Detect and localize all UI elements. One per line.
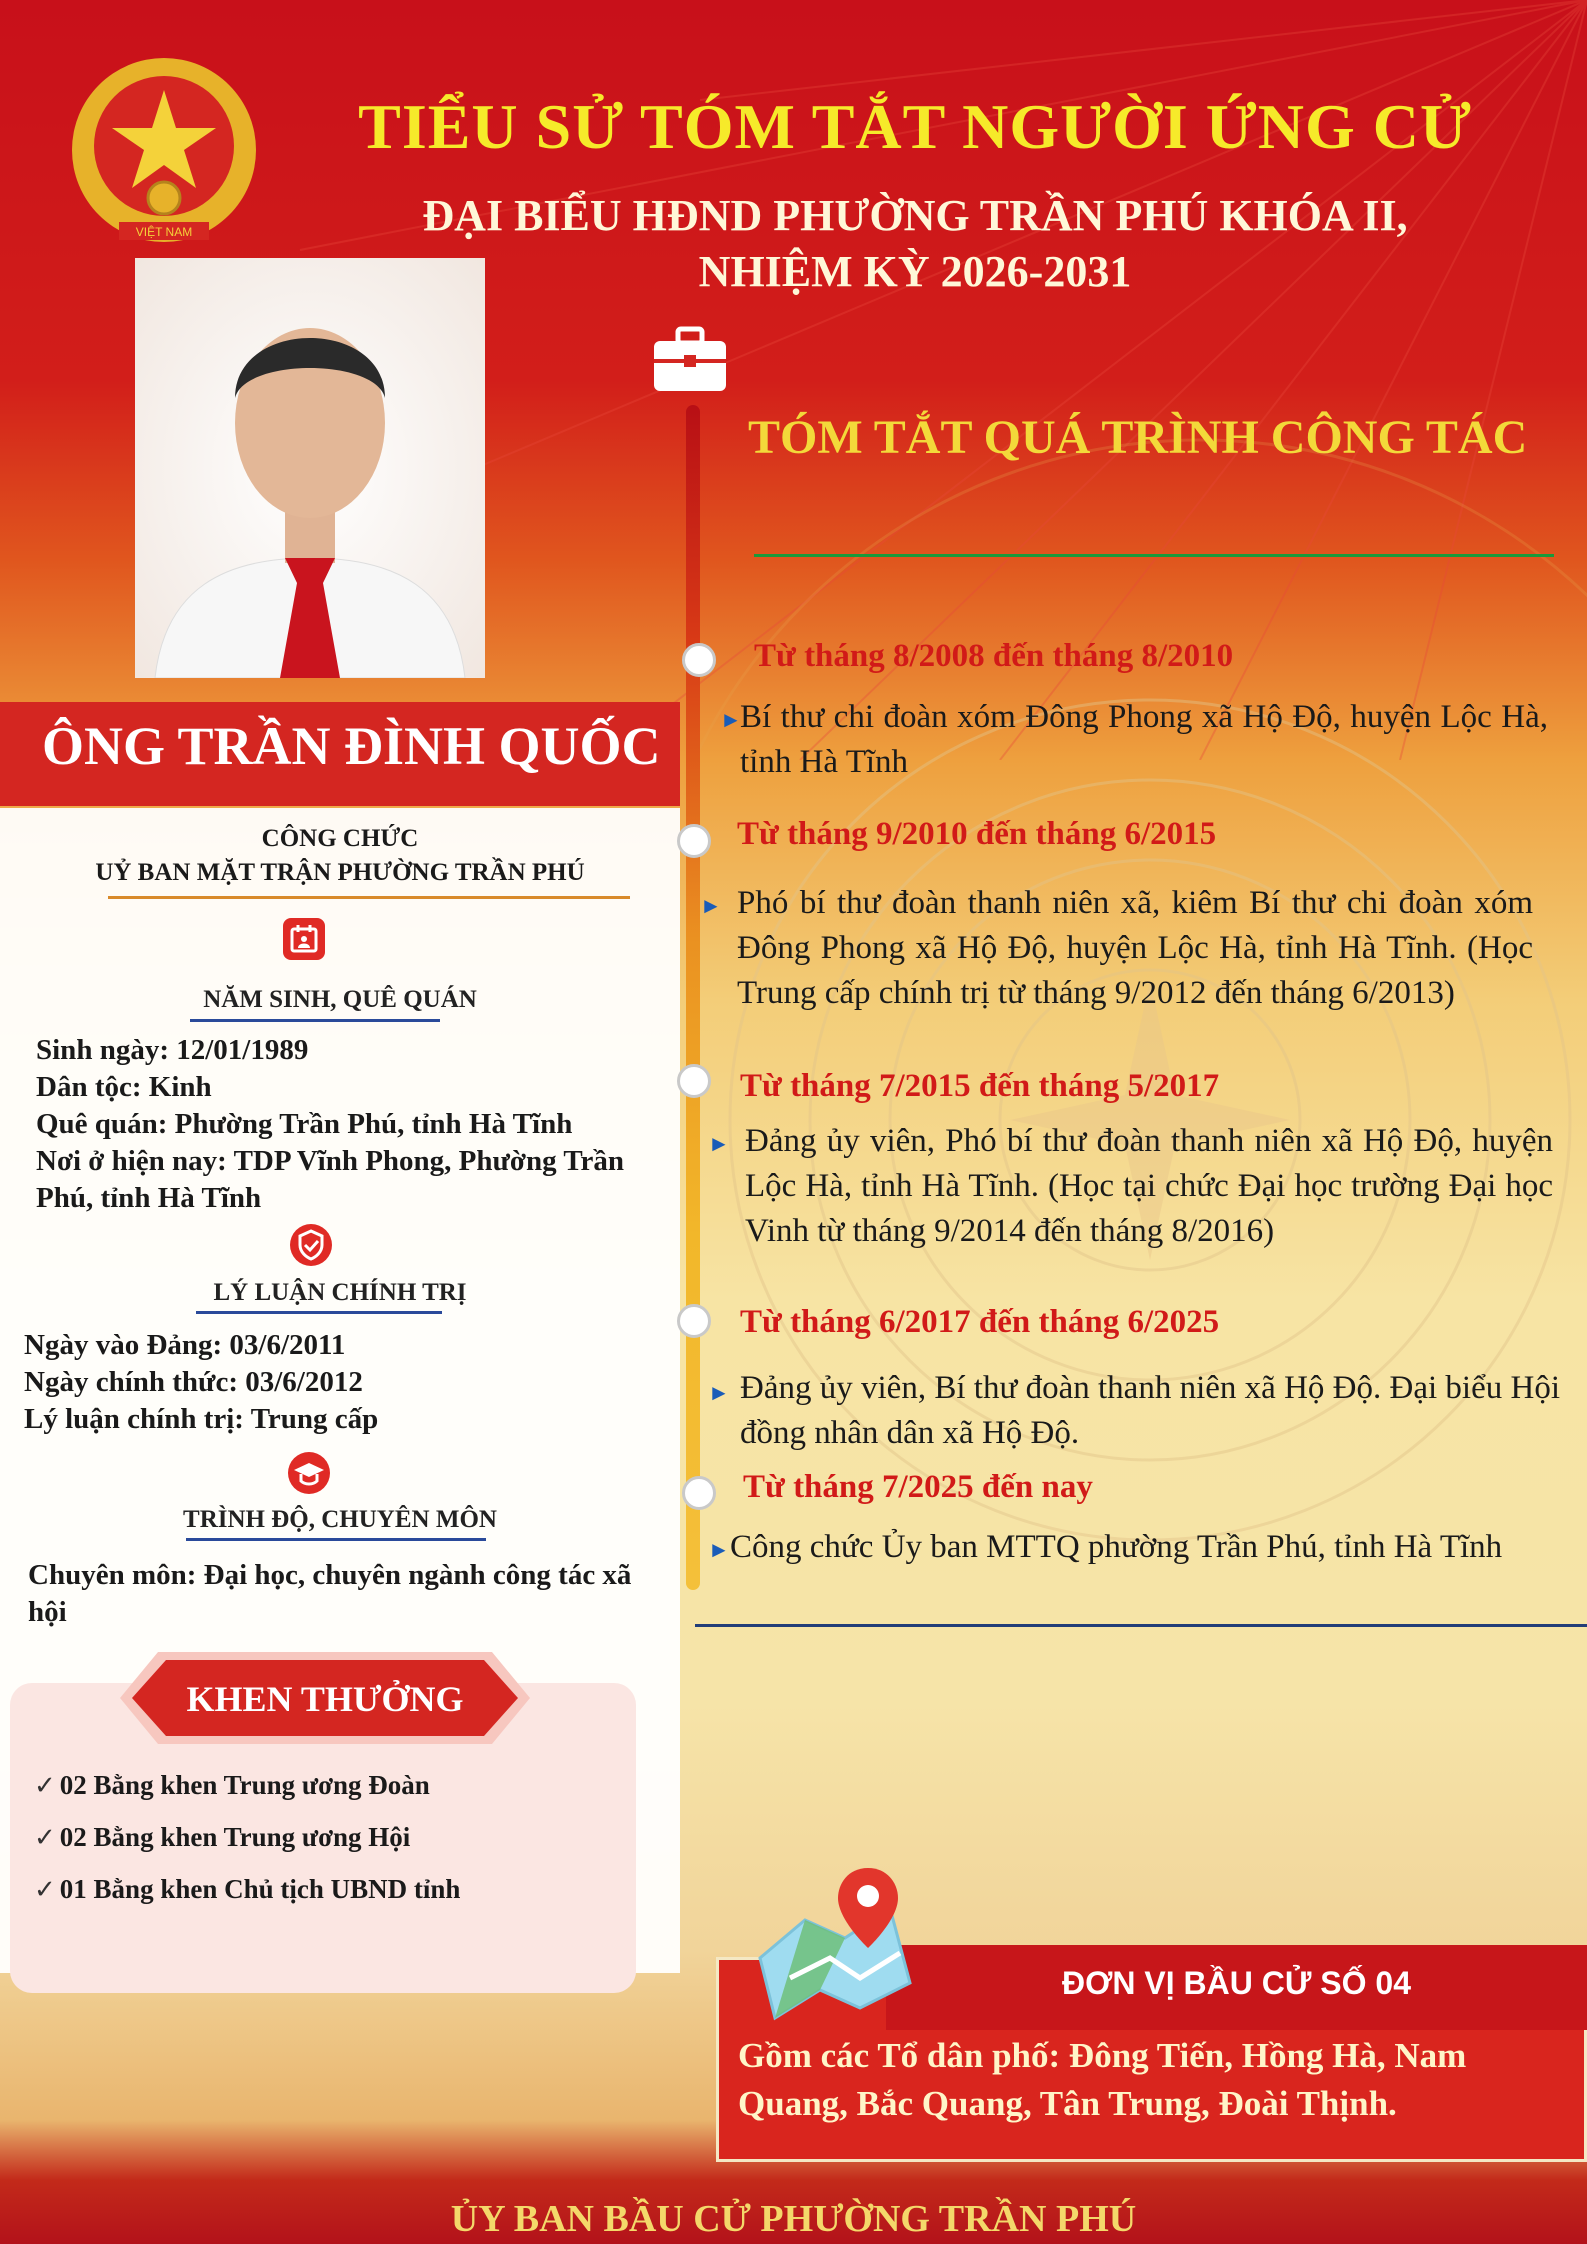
- residence: Nơi ở hiện nay: TDP Vĩnh Phong, Phường Trần Phú, tỉnh Hà Tĩnh: [36, 1145, 625, 1214]
- education-heading-underline: [186, 1538, 486, 1541]
- birth-heading-underline: [190, 1019, 440, 1022]
- arrow-icon: ►: [720, 707, 742, 732]
- briefcase-icon: [650, 325, 730, 395]
- timeline-dot: [682, 643, 716, 677]
- arrow-icon: ►: [708, 1380, 730, 1405]
- emblem-text: VIỆT NAM: [135, 225, 193, 239]
- map-pin-icon: [750, 1858, 920, 2028]
- period-1: Từ tháng 8/2008 đến tháng 8/2010: [754, 638, 1234, 674]
- politics-heading: LÝ LUẬN CHÍNH TRỊ: [213, 1279, 467, 1306]
- hometown: Quê quán: Phường Trần Phú, tỉnh Hà Tĩnh: [36, 1108, 573, 1140]
- period-4: Từ tháng 6/2017 đến tháng 6/2025: [740, 1304, 1220, 1340]
- period-3: Từ tháng 7/2015 đến tháng 5/2017: [740, 1068, 1220, 1104]
- arrow-icon: ►: [708, 1537, 730, 1562]
- desc-2: Phó bí thư đoàn thanh niên xã, kiêm Bí thư chi đoàn xóm Đông Phong xã Hộ Độ, huyện Lộc Hà, tỉnh Hà Tĩnh. (Học Trung cấp chính trị từ tháng 9/2012 đến tháng 6/2013): [737, 885, 1533, 1011]
- graduation-cap-icon: [288, 1452, 330, 1494]
- award-item: ✓ 01 Bằng khen Chủ tịch UBND tỉnh: [34, 1874, 461, 1904]
- shield-check-icon: [290, 1224, 332, 1266]
- desc-3: Đảng ủy viên, Phó bí thư đoàn thanh niên xã Hộ Độ, huyện Lộc Hà, tỉnh Hà Tĩnh. (Học tại chức Đại học trường Đại học Vinh từ tháng 9/2014 đến tháng 8/2016): [745, 1123, 1553, 1249]
- check-icon: ✓: [34, 1875, 56, 1904]
- footer-text: ỦY BAN BẦU CỬ PHƯỜNG TRẦN PHÚ: [450, 2198, 1137, 2240]
- career-heading: TÓM TẮT QUÁ TRÌNH CÔNG TÁC: [748, 411, 1528, 464]
- awards-heading: KHEN THƯỞNG: [186, 1679, 464, 1719]
- birth-heading: NĂM SINH, QUÊ QUÁN: [203, 986, 477, 1013]
- position-line-1: CÔNG CHỨC: [261, 825, 419, 852]
- subtitle-line-1: ĐẠI BIỂU HĐND PHƯỜNG TRẦN PHÚ KHÓA II,: [422, 191, 1408, 240]
- desc-1: Bí thư chi đoàn xóm Đông Phong xã Hộ Độ, huyện Lộc Hà, tỉnh Hà Tĩnh: [740, 699, 1548, 780]
- subtitle-line-2: NHIỆM KỲ 2026-2031: [698, 247, 1132, 296]
- education-info: Chuyên môn: Đại học, chuyên ngành công tác xã hội: [28, 1559, 632, 1628]
- position-underline: [108, 896, 630, 899]
- ethnicity: Dân tộc: Kinh: [36, 1071, 212, 1103]
- candidate-name: ÔNG TRẦN ĐÌNH QUỐC: [42, 716, 661, 776]
- birth-info: [36, 1032, 686, 1217]
- calendar-user-icon: [283, 918, 325, 960]
- unit-desc: Gồm các Tổ dân phố: Đông Tiến, Hồng Hà, Nam Quang, Bắc Quang, Tân Trung, Đoài Thịnh.: [738, 2036, 1467, 2123]
- candidate-position: [0, 822, 680, 890]
- check-icon: ✓: [34, 1823, 56, 1852]
- timeline-line: [686, 405, 700, 1590]
- career-divider: [754, 554, 1554, 557]
- party-official-date: Ngày chính thức: 03/6/2012: [24, 1366, 363, 1398]
- poster-title: TIỂU SỬ TÓM TẮT NGƯỜI ỨNG CỬ: [358, 91, 1472, 162]
- timeline-dot: [682, 1476, 716, 1510]
- period-2: Từ tháng 9/2010 đến tháng 6/2015: [737, 816, 1217, 852]
- desc-5: Công chức Ủy ban MTTQ phường Trần Phú, tỉnh Hà Tĩnh: [730, 1529, 1503, 1565]
- politics-info: [24, 1327, 674, 1438]
- check-icon: ✓: [34, 1771, 56, 1800]
- political-theory: Lý luận chính trị: Trung cấp: [24, 1403, 379, 1435]
- party-join-date: Ngày vào Đảng: 03/6/2011: [24, 1329, 346, 1361]
- award-item: ✓ 02 Bằng khen Trung ương Hội: [34, 1822, 411, 1852]
- period-5: Từ tháng 7/2025 đến nay: [743, 1469, 1093, 1505]
- birth-date: Sinh ngày: 12/01/1989: [36, 1034, 309, 1066]
- timeline-dot: [677, 1064, 711, 1098]
- desc-4: Đảng ủy viên, Bí thư đoàn thanh niên xã Hộ Độ. Đại biểu Hội đồng nhân dân xã Hộ Độ.: [740, 1370, 1560, 1451]
- career-bottom-line: [695, 1624, 1587, 1627]
- timeline-dot: [677, 1304, 711, 1338]
- unit-title: ĐƠN VỊ BẦU CỬ SỐ 04: [1061, 1965, 1411, 2001]
- candidate-photo: [135, 258, 485, 678]
- arrow-icon: ►: [700, 893, 722, 918]
- timeline-dot: [677, 824, 711, 858]
- politics-heading-underline: [196, 1311, 442, 1314]
- awards-list: [34, 1770, 460, 1926]
- position-line-2: UỶ BAN MẶT TRẬN PHƯỜNG TRẦN PHÚ: [95, 859, 585, 886]
- arrow-icon: ►: [708, 1131, 730, 1156]
- award-item: ✓ 02 Bằng khen Trung ương Đoàn: [34, 1770, 430, 1800]
- national-emblem: [64, 50, 264, 250]
- education-heading: TRÌNH ĐỘ, CHUYÊN MÔN: [183, 1506, 497, 1533]
